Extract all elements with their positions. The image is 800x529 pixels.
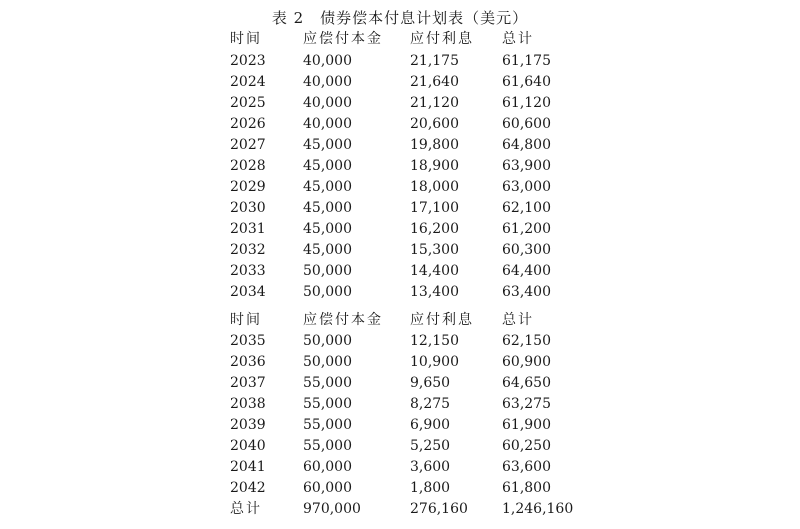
- cell-year: 2033: [230, 263, 266, 279]
- cell-total: 61,900: [502, 417, 551, 433]
- table-row: [0, 240, 800, 261]
- cell-interest: 18,000: [410, 179, 459, 195]
- cell-principal: 50,000: [303, 284, 352, 300]
- cell-total: 61,800: [502, 480, 551, 496]
- cell-interest: 20,600: [410, 116, 459, 132]
- cell-principal: 50,000: [303, 263, 352, 279]
- table-row: [0, 261, 800, 282]
- header-interest: 应付利息: [410, 312, 474, 328]
- cell-interest: 17,100: [410, 200, 459, 216]
- cell-total: 60,900: [502, 354, 551, 370]
- cell-total: 63,400: [502, 284, 551, 300]
- cell-year: 2030: [230, 200, 266, 216]
- cell-principal: 55,000: [303, 438, 352, 454]
- table-row: [0, 415, 800, 436]
- cell-year: 2036: [230, 354, 266, 370]
- cell-total: 61,200: [502, 221, 551, 237]
- table-header-1: [0, 29, 800, 50]
- cell-total: 64,650: [502, 375, 551, 391]
- cell-interest: 21,640: [410, 74, 459, 90]
- cell-year: 2024: [230, 74, 266, 90]
- total-row: [0, 499, 800, 520]
- cell-year: 2041: [230, 459, 266, 475]
- table-row: [0, 114, 800, 135]
- table-header-2: [0, 310, 800, 331]
- cell-total: 60,600: [502, 116, 551, 132]
- cell-year: 2032: [230, 242, 266, 258]
- cell-principal: 45,000: [303, 179, 352, 195]
- cell-interest: 19,800: [410, 137, 459, 153]
- cell-interest: 5,250: [410, 438, 451, 454]
- table-row: [0, 457, 800, 478]
- cell-interest: 16,200: [410, 221, 459, 237]
- cell-principal: 50,000: [303, 333, 352, 349]
- header-interest: 应付利息: [410, 31, 474, 47]
- cell-principal: 55,000: [303, 417, 352, 433]
- cell-interest: 8,275: [410, 396, 451, 412]
- table-row: [0, 282, 800, 303]
- cell-year: 2025: [230, 95, 266, 111]
- table-row: [0, 219, 800, 240]
- cell-year: 2034: [230, 284, 266, 300]
- cell-year: 2035: [230, 333, 266, 349]
- table-row: [0, 373, 800, 394]
- total-principal: 970,000: [303, 501, 361, 517]
- cell-total: 63,275: [502, 396, 551, 412]
- cell-principal: 45,000: [303, 158, 352, 174]
- cell-total: 63,000: [502, 179, 551, 195]
- cell-interest: 21,120: [410, 95, 459, 111]
- cell-total: 62,150: [502, 333, 551, 349]
- cell-year: 2023: [230, 53, 266, 69]
- table-row: [0, 135, 800, 156]
- header-total: 总计: [502, 31, 534, 47]
- cell-year: 2028: [230, 158, 266, 174]
- table-row: [0, 198, 800, 219]
- cell-principal: 45,000: [303, 221, 352, 237]
- cell-interest: 10,900: [410, 354, 459, 370]
- cell-total: 63,900: [502, 158, 551, 174]
- cell-total: 60,300: [502, 242, 551, 258]
- table-row: [0, 331, 800, 352]
- header-time: 时间: [230, 312, 262, 328]
- cell-principal: 40,000: [303, 116, 352, 132]
- cell-principal: 45,000: [303, 137, 352, 153]
- table-row: [0, 352, 800, 373]
- cell-total: 60,250: [502, 438, 551, 454]
- table-row: [0, 478, 800, 499]
- cell-interest: 1,800: [410, 480, 451, 496]
- cell-total: 61,640: [502, 74, 551, 90]
- table-row: [0, 394, 800, 415]
- total-sum: 1,246,160: [502, 501, 574, 517]
- header-time: 时间: [230, 31, 262, 47]
- table-row: [0, 156, 800, 177]
- cell-interest: 3,600: [410, 459, 451, 475]
- cell-year: 2029: [230, 179, 266, 195]
- table-title: 表 2 债券偿本付息计划表（美元）: [271, 9, 529, 27]
- table-row: [0, 72, 800, 93]
- cell-total: 61,175: [502, 53, 551, 69]
- cell-interest: 18,900: [410, 158, 459, 174]
- cell-year: 2027: [230, 137, 266, 153]
- cell-year: 2042: [230, 480, 266, 496]
- cell-year: 2039: [230, 417, 266, 433]
- cell-total: 62,100: [502, 200, 551, 216]
- cell-interest: 12,150: [410, 333, 459, 349]
- cell-interest: 9,650: [410, 375, 451, 391]
- cell-principal: 40,000: [303, 95, 352, 111]
- header-total: 总计: [502, 312, 534, 328]
- cell-principal: 60,000: [303, 459, 352, 475]
- cell-principal: 55,000: [303, 375, 352, 391]
- cell-interest: 6,900: [410, 417, 451, 433]
- cell-year: 2026: [230, 116, 266, 132]
- cell-total: 63,600: [502, 459, 551, 475]
- cell-principal: 45,000: [303, 242, 352, 258]
- table-row: [0, 51, 800, 72]
- cell-principal: 60,000: [303, 480, 352, 496]
- cell-total: 61,120: [502, 95, 551, 111]
- header-principal: 应偿付本金: [303, 31, 383, 47]
- cell-year: 2040: [230, 438, 266, 454]
- cell-interest: 13,400: [410, 284, 459, 300]
- cell-principal: 40,000: [303, 74, 352, 90]
- cell-year: 2037: [230, 375, 266, 391]
- total-label: 总计: [230, 501, 262, 517]
- header-principal: 应偿付本金: [303, 312, 383, 328]
- cell-principal: 40,000: [303, 53, 352, 69]
- table-row: [0, 177, 800, 198]
- cell-principal: 55,000: [303, 396, 352, 412]
- table-row: [0, 436, 800, 457]
- table-row: [0, 93, 800, 114]
- cell-total: 64,800: [502, 137, 551, 153]
- cell-interest: 14,400: [410, 263, 459, 279]
- cell-year: 2031: [230, 221, 266, 237]
- cell-interest: 21,175: [410, 53, 459, 69]
- cell-principal: 45,000: [303, 200, 352, 216]
- cell-principal: 50,000: [303, 354, 352, 370]
- cell-year: 2038: [230, 396, 266, 412]
- cell-interest: 15,300: [410, 242, 459, 258]
- total-interest: 276,160: [410, 501, 468, 517]
- cell-total: 64,400: [502, 263, 551, 279]
